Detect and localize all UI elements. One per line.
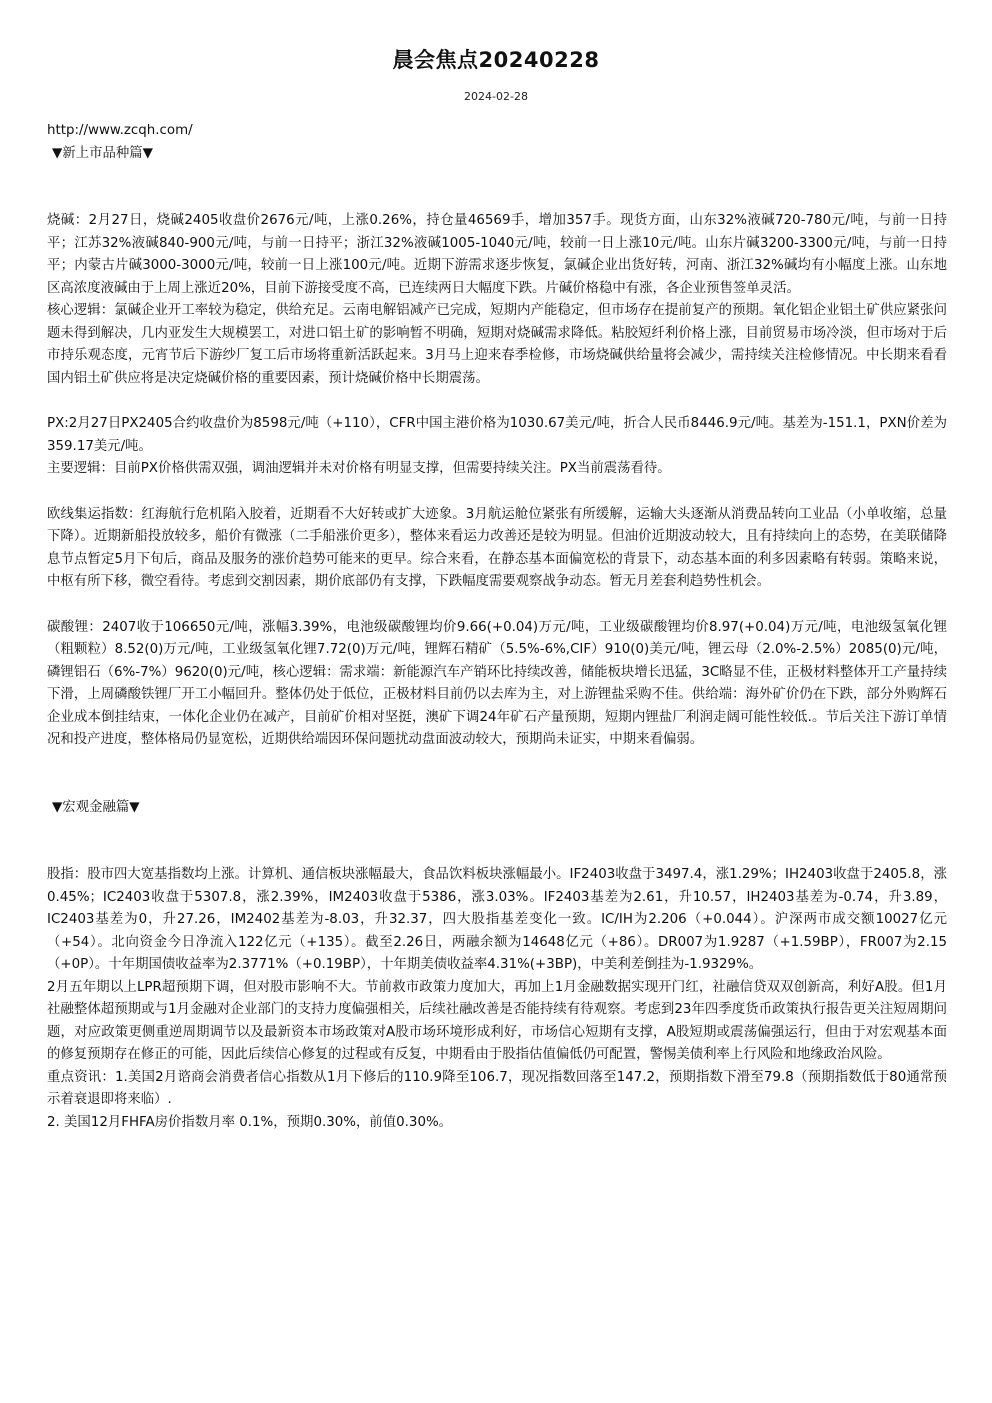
- section-heading-new-products: ▼新上市品种篇▼: [52, 145, 153, 161]
- paragraph-px: PX:2月27日PX2405合约收盘价为8598元/吨（+110），CFR中国主港价格为1030.67美元/吨，折合人民币8446.9元/吨。基差为-151.1，PXN价差为359.17美元/吨。: [47, 416, 947, 454]
- paragraph-key-news-1: 重点资讯：1.美国2月谘商会消费者信心指数从1月下修后的110.9降至106.7，现况指数回落至147.2，预期指数下滑至79.8（预期指数低于80通常预示着衰退即将来临）.: [47, 1069, 947, 1107]
- spacer: [47, 752, 947, 797]
- paragraph-lpr: 2月五年期以上LPR超预期下调，但对股市影响不大。节前救市政策力度加大，再加上1月金融数据实现开门红，社融信贷双双创新高，利好A股。但1月社融整体超预期或与1月金融对企业部门的支持力度偏强相关，后续社融改善是否能持续有待观察。考虑到23年四季度货币政策执行报告更关注短周期问题，对应政策更侧重逆周期调节以及最新资本市场政策对A股市场环境形成利好，市场信心短期有支撑，A股短期或震荡偏强运行，但由于对宏观基本面的修复预期存在修正的可能，因此后续信心修复的过程或有反复，中期看由于股指估值偏低仍可配置，警惕美债利率上行风险和地缘政治风险。: [47, 979, 947, 1062]
- spacer: [47, 819, 947, 864]
- spacer: [47, 594, 947, 617]
- spacer: [47, 165, 947, 210]
- paragraph-lithium-carbonate: 碳酸锂：2407收于106650元/吨，涨幅3.39%，电池级碳酸锂均价9.66(+0.04)万元/吨，工业级碳酸锂均价8.97(+0.04)万元/吨，电池级氢氧化锂（粗颗粒）8.52(0)万元/吨，工业级氢氧化锂7.72(0)万元/吨，锂辉石精矿（5.5%-6%,CIF）910(0)美元/吨，锂云母（2.0%-2.5%）2085(0)元/吨，磷锂铝石（6%-7%）9620(0)元/吨，核心逻辑：需求端：新能源汽车产销环比持续改善，储能板块增长迅猛，3C略显不佳，正极材料整体开工产量持续下滑，上周磷酸铁锂厂开工小幅回升。整体仍处于低位，正极材料目前仍以去库为主，对上游锂盐采购不佳。供给端：海外矿价仍在下跌，部分外购辉石企业成本倒挂结束，一体化企业仍在减产，目前矿价相对坚挺，澳矿下调24年矿石产量预期，短期内锂盐厂利润走阔可能性较低.。节后关注下游订单情况和投产进度，整体格局仍显宽松，近期供给端因环保问题扰动盘面波动较大，预期尚未证实，中期来看偏弱。: [47, 619, 947, 747]
- paragraph-stock-index: 股指：股市四大宽基指数均上涨。计算机、通信板块涨幅最大，食品饮料板块涨幅最小。IF2403收盘于3497.4，涨1.29%；IH2403收盘于2405.8，涨0.45%；IC2403收盘于5307.8，涨2.39%，IM2403收盘于5386，涨3.03%。IF2403基差为2.61，升10.57，IH2403基差为-0.74，升3.89，IC2403基差为0，升27.26，IM2402基差为-8.03，升32.37，四大股指基差变化一致。IC/IH为2.206（+0.044）。沪深两市成交额10027亿元（+54）。北向资金今日净流入122亿元（+135）。截至2.26日，两融余额为14648亿元（+86）。DR007为1.9287（+1.59BP），FR007为2.15（+0P）。十年期国债收益率为2.3771%（+0.19BP），十年期美债收益率4.31%(+3BP)，中美利差倒挂为-1.9329%。: [47, 867, 947, 972]
- page-title: 晨会焦点20240228: [392, 48, 600, 72]
- paragraph-px-logic: 主要逻辑：目前PX价格供需双强，调油逻辑并未对价格有明显支撑，但需要持续关注。PX当前震荡看待。: [47, 461, 671, 476]
- paragraph-container-freight: 欧线集运指数：红海航行危机陷入胶着，近期看不大好转或扩大迹象。3月航运舱位紧张有所缓解，运输大头逐渐从消费品转向工业品（小单收缩，总量下降）。近期新船投放较多，船价有微涨（二手船涨价更多），整体来看运力改善还是较为明显。但油价近期波动较大，且有持续向上的态势，在美联储降息节点暂定5月下旬后，商品及服务的涨价趋势可能来的更早。综合来看，在静态基本面偏宽松的背景下，动态基本面的利多因素略有转弱。策略来说，中枢有所下移，微空看待。考虑到交割因素，期价底部仍有支撑，下跌幅度需要观察战争动态。暂无月差套利趋势性机会。: [47, 506, 947, 589]
- paragraph-caustic-soda-logic: 核心逻辑：氯碱企业开工率较为稳定，供给充足。云南电解铝减产已完成，短期内产能稳定，但市场存在提前复产的预期。氧化铝企业铝土矿供应紧张问题未得到解决，几内亚发生大规模罢工，对进口铝土矿的影响暂不明确，短期对烧碱需求降低。粘胶短纤利价格上涨，目前贸易市场冷淡，但市场对于后市持乐观态度，元宵节后下游纱厂复工后市场将重新活跃起来。3月马上迎来春季检修，市场烧碱供给量将会减少，需持续关注检修情况。中长期来看看国内铝土矿供应将是决定烧碱价格的重要因素，预计烧碱价格中长期震荡。: [47, 303, 947, 386]
- section-heading-macro: ▼宏观金融篇▼: [52, 799, 140, 815]
- paragraph-key-news-2: 2. 美国12月FHFA房价指数月率 0.1%，预期0.30%，前值0.30%。: [47, 1114, 453, 1130]
- document-body: [47, 120, 947, 1134]
- spacer: [47, 481, 947, 504]
- website-link[interactable]: http://www.zcqh.com/: [47, 123, 193, 138]
- publish-date: 2024-02-28: [464, 90, 528, 103]
- paragraph-caustic-soda: 烧碱：2月27日，烧碱2405收盘价2676元/吨，上涨0.26%，持仓量46569手，增加357手。现货方面，山东32%液碱720-780元/吨，与前一日持平；江苏32%液碱840-900元/吨，与前一日持平；浙江32%液碱1005-1040元/吨，较前一日上涨10元/吨。山东片碱3200-3300元/吨，与前一日持平；内蒙古片碱3000-3000元/吨，较前一日上涨100元/吨。近期下游需求逐步恢复，氯碱企业出货好转，河南、浙江32%碱均有小幅度上涨。山东地区高浓度液碱由于上周上涨近20%，目前下游接受度不高，已连续两日大幅度下跌。片碱价格稳中有涨，各企业预售签单灵活。: [47, 213, 947, 296]
- spacer: [47, 390, 947, 413]
